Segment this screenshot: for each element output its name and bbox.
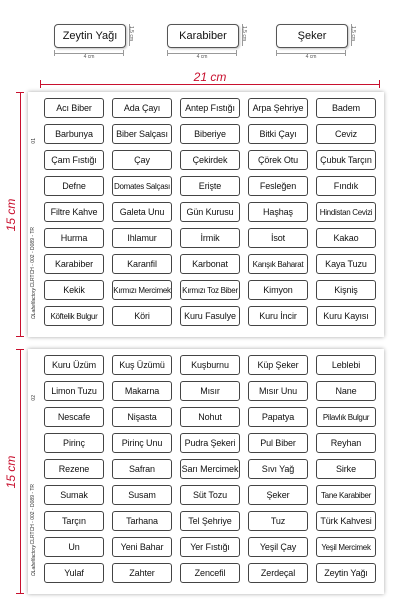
label-sheet-2 bbox=[28, 349, 384, 594]
spice-label: Çam Fıstığı bbox=[44, 150, 104, 170]
spice-label: Kuru Fasulye bbox=[180, 306, 240, 326]
spice-label: Yeşil Çay bbox=[248, 537, 308, 557]
sample-2-width: 4 cm bbox=[196, 54, 208, 60]
spice-label: Acı Biber bbox=[44, 98, 104, 118]
spice-label: Gün Kurusu bbox=[180, 202, 240, 222]
sample-3-width-dim bbox=[276, 50, 346, 62]
spice-label: Köri bbox=[112, 306, 172, 326]
spice-label: Limon Tuzu bbox=[44, 381, 104, 401]
sheet-width-dimension bbox=[40, 70, 380, 90]
spice-label: Hindistan Cevizi bbox=[316, 202, 376, 222]
spice-label: Ceviz bbox=[316, 124, 376, 144]
spice-label: Biberiye bbox=[180, 124, 240, 144]
spice-label: Zerdeçal bbox=[248, 563, 308, 583]
spice-label: Küp Şeker bbox=[248, 355, 308, 375]
spice-label: Hurma bbox=[44, 228, 104, 248]
spice-label: Yulaf bbox=[44, 563, 104, 583]
spice-label: Karanfil bbox=[112, 254, 172, 274]
spice-label: Kırmızı Mercimek bbox=[112, 280, 172, 300]
spice-label: Yer Fıstığı bbox=[180, 537, 240, 557]
sample-1-width: 4 cm bbox=[83, 54, 95, 60]
spice-label: Bitki Çayı bbox=[248, 124, 308, 144]
spice-label: Çekirdek bbox=[180, 150, 240, 170]
spice-label: Leblebi bbox=[316, 355, 376, 375]
sample-label-3: Şeker bbox=[276, 24, 348, 48]
sample-1-height: 1,5 cm bbox=[128, 26, 134, 42]
spice-label: Kırmızı Toz Biber bbox=[180, 280, 240, 300]
spice-label: Kuş Üzümü bbox=[112, 355, 172, 375]
spice-label: Arpa Şehriye bbox=[248, 98, 308, 118]
spice-label: Kaya Tuzu bbox=[316, 254, 376, 274]
spice-label: Fesleğen bbox=[248, 176, 308, 196]
spice-label: Un bbox=[44, 537, 104, 557]
spice-label: Zahter bbox=[112, 563, 172, 583]
spice-label: Tuz bbox=[248, 511, 308, 531]
sheet-2-number: 02 bbox=[31, 395, 37, 401]
spice-label: Defne bbox=[44, 176, 104, 196]
spice-label: Nohut bbox=[180, 407, 240, 427]
spice-label: Çubuk Tarçın bbox=[316, 150, 376, 170]
spice-label: Kuru Üzüm bbox=[44, 355, 104, 375]
sheet-2-label-grid bbox=[44, 355, 376, 583]
spice-label: Domates Salçası bbox=[112, 176, 172, 196]
spice-label: Sumak bbox=[44, 485, 104, 505]
sample-1-height-dim bbox=[126, 24, 136, 46]
spice-label: Yeşil Mercimek bbox=[316, 537, 376, 557]
spice-label: Tane Karabiber bbox=[316, 485, 376, 505]
spice-label: Pirinç Unu bbox=[112, 433, 172, 453]
spice-label: Karbonat bbox=[180, 254, 240, 274]
spice-label: Papatya bbox=[248, 407, 308, 427]
spice-label: Haşhaş bbox=[248, 202, 308, 222]
spice-label: Pilavlık Bulgur bbox=[316, 407, 376, 427]
spice-label: İrmik bbox=[180, 228, 240, 248]
sample-1-width-dim bbox=[54, 50, 124, 62]
spice-label: Antep Fıstığı bbox=[180, 98, 240, 118]
spice-label: Rezene bbox=[44, 459, 104, 479]
spice-label: Barbunya bbox=[44, 124, 104, 144]
sample-3-width: 4 cm bbox=[305, 54, 317, 60]
spice-label: Mısır Unu bbox=[248, 381, 308, 401]
spice-label: Galeta Unu bbox=[112, 202, 172, 222]
spice-label: Tarçın bbox=[44, 511, 104, 531]
spice-label: Reyhan bbox=[316, 433, 376, 453]
spice-label: Çörek Otu bbox=[248, 150, 308, 170]
sheet-2-height-dimension bbox=[6, 349, 24, 594]
sample-3-height-dim bbox=[348, 24, 358, 46]
spice-label: Mısır bbox=[180, 381, 240, 401]
spice-label: Karabiber bbox=[44, 254, 104, 274]
spice-label: Susam bbox=[112, 485, 172, 505]
spice-label: Ada Çayı bbox=[112, 98, 172, 118]
spice-label: Filtre Kahve bbox=[44, 202, 104, 222]
spice-label: Kuşburnu bbox=[180, 355, 240, 375]
sheet-width-text: 21 cm bbox=[193, 70, 227, 84]
spice-label: Kekik bbox=[44, 280, 104, 300]
sheet-2-code: CLRTCH - 002 - D089 - TR bbox=[30, 484, 36, 545]
spice-label: Pudra Şekeri bbox=[180, 433, 240, 453]
spice-label: Kuru İncir bbox=[248, 306, 308, 326]
spice-label: Safran bbox=[112, 459, 172, 479]
spice-label: Şeker bbox=[248, 485, 308, 505]
spice-label: Sirke bbox=[316, 459, 376, 479]
spice-label: Sarı Mercimek bbox=[180, 459, 240, 479]
spice-label: Yeni Bahar bbox=[112, 537, 172, 557]
spice-label: Nescafe bbox=[44, 407, 104, 427]
sample-3-height: 1,5 cm bbox=[350, 26, 356, 42]
sample-label-1: Zeytin Yağı bbox=[54, 24, 126, 48]
spice-label: Tarhana bbox=[112, 511, 172, 531]
sheet-2-brand-logo: ΩLabelfactory bbox=[31, 545, 37, 577]
spice-label: Kakao bbox=[316, 228, 376, 248]
spice-label: Türk Kahvesi bbox=[316, 511, 376, 531]
spice-label: Zeytin Yağı bbox=[316, 563, 376, 583]
sample-label-2: Karabiber bbox=[167, 24, 239, 48]
spice-label: Badem bbox=[316, 98, 376, 118]
spice-label: Kuru Kayısı bbox=[316, 306, 376, 326]
spice-label: Tel Şehriye bbox=[180, 511, 240, 531]
spice-label: Nane bbox=[316, 381, 376, 401]
spice-label: Pul Biber bbox=[248, 433, 308, 453]
spice-label: Makarna bbox=[112, 381, 172, 401]
spice-label: Karışık Baharat bbox=[248, 254, 308, 274]
sample-2-width-dim bbox=[167, 50, 237, 62]
sheet-1-label-grid bbox=[44, 98, 376, 326]
spice-label: Kişniş bbox=[316, 280, 376, 300]
spice-label: Biber Salçası bbox=[112, 124, 172, 144]
label-sheet-1 bbox=[28, 92, 384, 337]
sample-2-height-dim bbox=[239, 24, 249, 46]
spice-label: Zencefil bbox=[180, 563, 240, 583]
sheet-1-height-text: 15 cm bbox=[4, 198, 18, 231]
sheet-1-height-dimension bbox=[6, 92, 24, 337]
spice-label: Erişte bbox=[180, 176, 240, 196]
sheet-1-number: 01 bbox=[31, 138, 37, 144]
spice-label: Süt Tozu bbox=[180, 485, 240, 505]
spice-label: İsot bbox=[248, 228, 308, 248]
spice-label: Fındık bbox=[316, 176, 376, 196]
sheet-2-height-text: 15 cm bbox=[4, 455, 18, 488]
spice-label: Kimyon bbox=[248, 280, 308, 300]
spice-label: Köftelik Bulgur bbox=[44, 306, 104, 326]
spice-label: Sıvı Yağ bbox=[248, 459, 308, 479]
spice-label: Pirinç bbox=[44, 433, 104, 453]
sheet-1-brand-logo: ΩLabelfactory bbox=[31, 288, 37, 320]
spice-label: Nişasta bbox=[112, 407, 172, 427]
sheet-1-code: CLRTCH - 002 - D089 - TR bbox=[30, 227, 36, 288]
spice-label: Çay bbox=[112, 150, 172, 170]
sample-2-height: 1,5 cm bbox=[241, 26, 247, 42]
spice-label: Ihlamur bbox=[112, 228, 172, 248]
